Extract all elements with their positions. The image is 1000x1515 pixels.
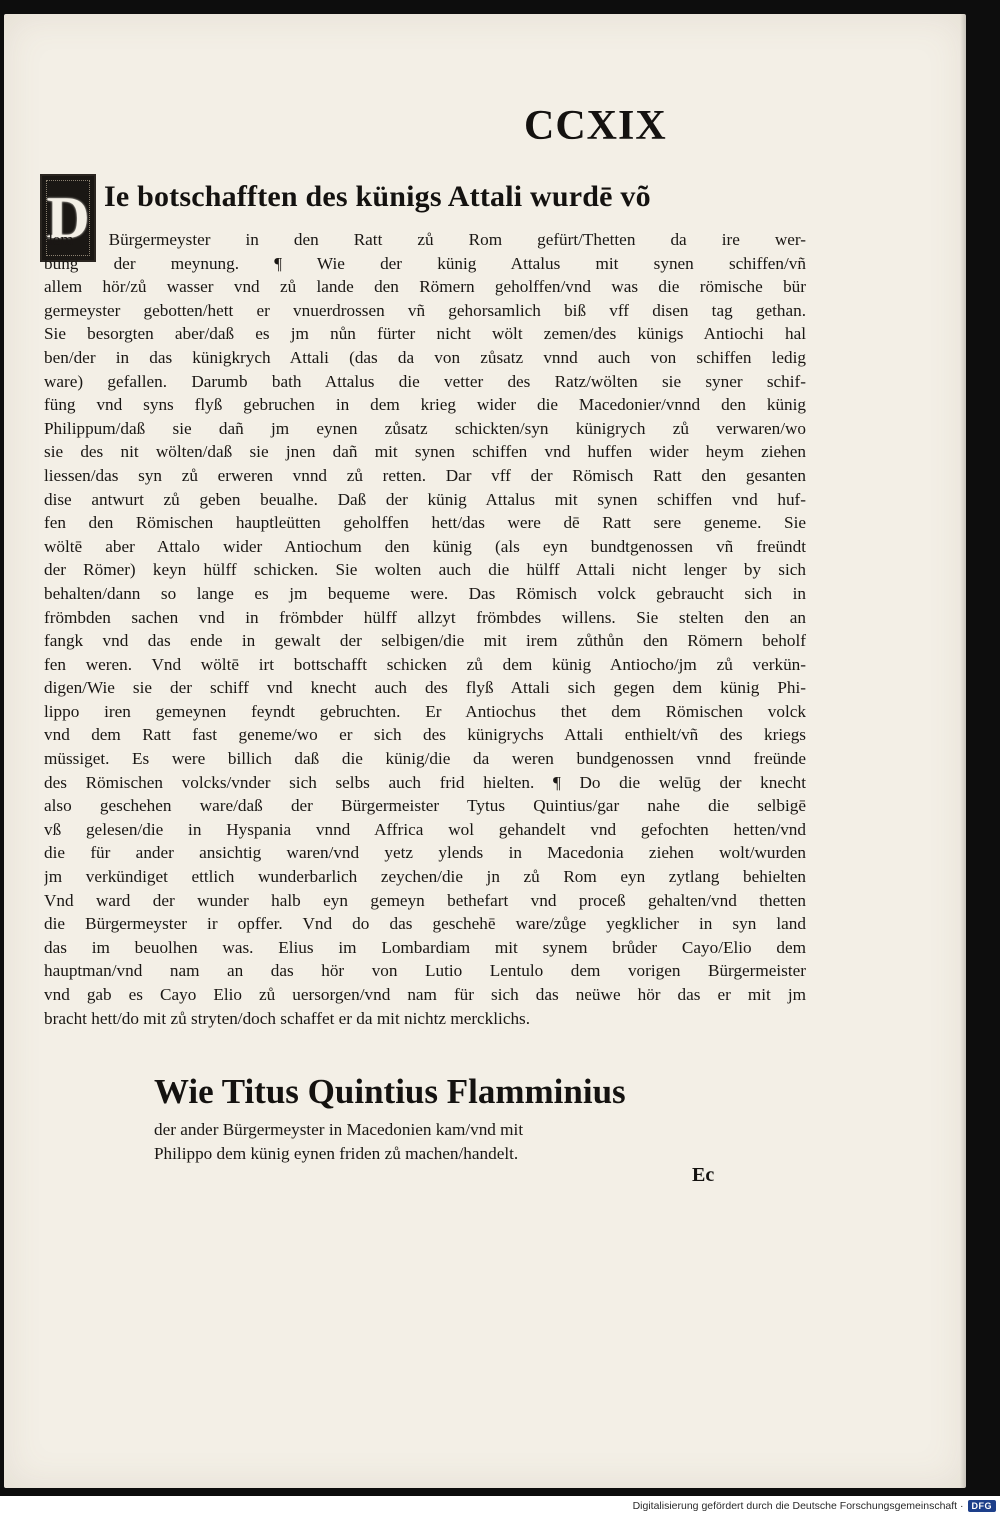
- book-page: [4, 14, 966, 1488]
- text-line: jm verkündiget ettlich wunderbarlich zeychen/die jn zů Rom eyn zytlang behielten: [44, 867, 806, 887]
- text-line: dem Bürgermeyster in den Ratt zů Rom gefürt/Thetten da ire wer-: [44, 230, 806, 249]
- text-line: das im beuolhen was. Elius im Lombardiam mit synem brůder Cayo/Elio dem: [44, 937, 806, 957]
- section-heading-line: der ander Bürgermeyster in Macedonien kam/vnd mit: [154, 1120, 524, 1139]
- text-line: fen den Römischen hauptleütten geholffen hett/das were dē Ratt sere geneme. Sie: [44, 513, 806, 533]
- footer-bar: [0, 1496, 1000, 1515]
- text-line: bracht hett/do mit zů stryten/doch schaffet er da mit nichtz mercklichs.: [44, 1008, 531, 1028]
- text-line: müssiget. Es were billich daß die künig/die da weren bundgenossen vnnd freünde: [44, 749, 806, 769]
- text-line: Vnd ward der wunder halb eyn gemeyn bethefart vnd proceß gehalten/vnd thetten: [44, 890, 806, 910]
- chapter-opening-line: Ie botschafften des künigs Attali wurdē võ: [104, 180, 651, 213]
- text-line: die für ander ansichtig waren/vnd yetz ylends in Macedonia ziehen wolt/wurden: [44, 843, 806, 863]
- text-line: germeyster gebotten/hett er vnuerdrossen vñ gehorsamlich biß vff disen tag gethan.: [44, 300, 806, 320]
- text-line: bung der meynung. ¶ Wie der künig Attalus mit synen schiffen/vñ: [44, 253, 806, 273]
- text-line: also geschehen ware/daß der Bürgermeister Tytus Quintius/gar nahe die selbigē: [44, 796, 806, 816]
- text-line: Philippum/daß sie dañ jm eynen zůsatz schickten/syn künigrych zů verwaren/wo: [44, 418, 806, 438]
- text-line: lippo iren gemeynen feyndt gebruchten. Er Antiochus thet dem Römischen volck: [44, 701, 806, 721]
- text-line: liessen/das syn zů erweren vnnd zů retten. Dar vff der Römisch Ratt den gesanten: [44, 465, 806, 485]
- section-heading: Wie Titus Quintius Flamminius: [154, 1072, 626, 1111]
- text-line: vß gelesen/die in Hyspania vnnd Affrica wol gehandelt vnd gefochten hetten/vnd: [44, 819, 806, 839]
- section-heading-line: Philippo dem künig eynen friden zů machen/handelt.: [154, 1144, 519, 1163]
- dfg-logo: DFG: [968, 1500, 997, 1512]
- text-line: vnd gab es Cayo Elio zů uersorgen/vnd nam für sich das neüwe hör das er mit jm: [44, 985, 806, 1004]
- text-line: digen/Wie sie der schiff vnd knecht auch des flyß Attali sich gegen dem künig Phi-: [44, 678, 806, 698]
- text-line: fen weren. Vnd wöltē irt bottschafft schicken zů dem künig Antiocho/jm zů verkün-: [44, 654, 806, 674]
- text-line: ben/der in das künigkrych Attali (das da von zůsatz vnnd auch von schiffen ledig: [44, 347, 806, 367]
- text-line: des Römischen volcks/vnder sich selbs auch frid hielten. ¶ Do die welūg der knecht: [44, 772, 806, 792]
- text-line: die Bürgermeyster ir opffer. Vnd do das geschehē ware/zůge yegklicher in syn land: [44, 914, 806, 934]
- text-line: allem hör/zů wasser vnd zů lande den Römern geholffen/vnd was die römische bür: [44, 277, 806, 297]
- text-line: frömbden sachen vnd in frömbder hülff allzyt frömbdes willens. Sie stelten den an: [44, 607, 806, 627]
- page-edge-shadow: [960, 14, 966, 1488]
- initial-letter: D: [46, 185, 90, 251]
- text-line: ware) gefallen. Darumb bath Attalus die vetter des Ratz/wölten sie syner schif-: [44, 371, 806, 391]
- catchword: Ec: [692, 1164, 715, 1186]
- text-line: hauptman/vnd nam an das hör von Lutio Lentulo dem vorigen Bürgermeister: [44, 961, 806, 981]
- body-text: [44, 228, 806, 1030]
- text-line: füng vnd syns flyß gebruchen in dem krieg wider die Macedonier/vnnd den künig: [44, 395, 806, 415]
- text-line: dise antwurt zů geben beualhe. Daß der künig Attalus mit synen schiffen vnd huf-: [44, 489, 806, 509]
- text-line: Sie besorgten aber/daß es jm nůn fürter nicht wölt zemen/des künigs Antiochi hal: [44, 324, 806, 344]
- text-line: sie des nit wölten/daß sie jnen dañ mit synen schiffen vnd huffen wider heym ziehen: [44, 442, 806, 462]
- funding-credit: Digitalisierung gefördert durch die Deutsche Forschungsgemeinschaft ·: [632, 1499, 964, 1512]
- text-line: der Römer) keyn hülff schicken. Sie wolten auch die hülff Attali nicht lenger by sich: [44, 560, 806, 580]
- text-line: fangk vnd das ende in gewalt der selbigen/die mit irem zůthůn den Römern beholf: [44, 631, 806, 651]
- folio-number: CCXIX: [524, 103, 667, 149]
- text-line: vnd dem Ratt fast geneme/wo er sich des künigrychs Attali enthielt/vñ des kriegs: [44, 725, 806, 745]
- section-heading-subtitle: [154, 1118, 694, 1166]
- text-line: behalten/dann so lange es jm bequeme were. Das Römisch volck gebraucht sich in: [44, 583, 806, 603]
- text-line: wöltē aber Attalo wider Antiochum den künig (als eyn bundtgenossen vñ freündt: [44, 536, 806, 556]
